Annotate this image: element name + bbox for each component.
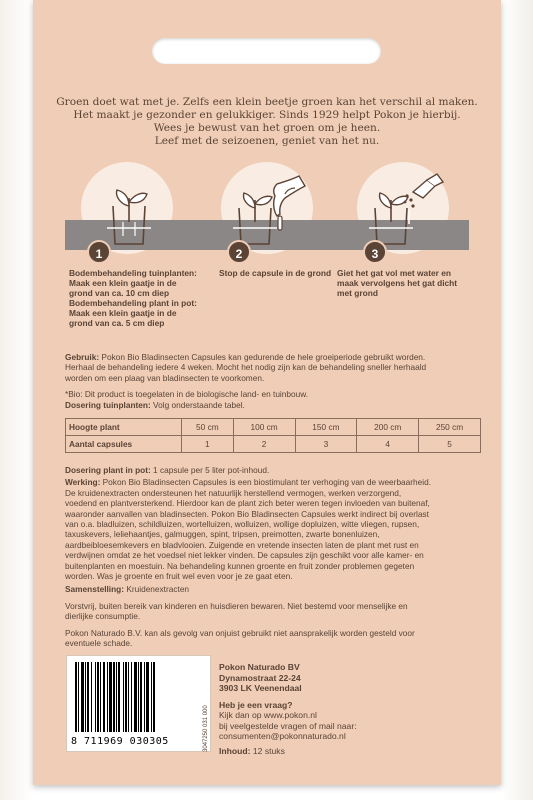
- dosing-pot-value: 1 capsule per 5 liter pot-inhoud.: [150, 465, 270, 475]
- usage-line: Herhaal de behandeling iedere 4 weken. Mocht het nodig zijn kan de behandeling sneller herhaald: [65, 362, 427, 373]
- details-section: [65, 465, 481, 649]
- question-line: bij veelgestelde vragen of mail naar:: [219, 720, 357, 731]
- watering-can-icon: [361, 164, 455, 252]
- effect-line: De kruidenextracten ondersteunen het natuurlijk herstellend vermogen, werken verzorgend,: [65, 487, 402, 498]
- step-line: Maak een klein gaatje in de: [69, 278, 177, 288]
- usage-section: [65, 352, 481, 410]
- barcode: [66, 655, 211, 752]
- dosing-pot-label: Dosering plant in pot:: [65, 465, 151, 475]
- hand-inserting-capsule-icon: [225, 164, 315, 252]
- dose-table: [65, 418, 481, 453]
- table-cell: 250 cm: [419, 419, 481, 436]
- step-line: Maak een klein gaatje in de: [69, 308, 177, 318]
- table-cell: 1: [182, 436, 234, 453]
- instruction-steps: [33, 162, 501, 328]
- intro-text: [53, 96, 481, 148]
- seed-packet-back: [33, 0, 501, 785]
- intro-line: Het maakt je gezonder en gelukkiger. Sinds 1929 helpt Pokon je hierbij.: [73, 109, 461, 121]
- effect-line: taxuskevers, leliehaantjes, galmuggen, spint, tripsen, preimotten, zwarte bonenluizen,: [65, 529, 380, 540]
- effect-line: buitenplanten en moestuin. Na behandeling kunnen groente en fruit zonder problemen gegeten: [65, 560, 415, 571]
- table-cell: 4: [357, 436, 419, 453]
- step-2-text: [219, 268, 331, 278]
- dosing-garden-label: Dosering tuinplanten:: [65, 399, 151, 410]
- step-line: grond van ca. 5 cm diep: [69, 318, 165, 328]
- company-street: Dynamostraat 22-24: [219, 672, 301, 683]
- effect-line: worden. Was je groente en fruit wel even voor je ze gaat eten.: [65, 571, 293, 582]
- step-1-text: [69, 268, 197, 328]
- question-title: Heb je een vraag?: [219, 699, 293, 710]
- table-cell: 3: [295, 436, 357, 453]
- step-1-number: 1: [87, 240, 111, 264]
- step-line: grond van ca. 10 cm diep: [69, 288, 170, 298]
- side-code: 3047250 031 000: [203, 705, 209, 752]
- contact-block: [219, 662, 489, 756]
- effect-line: verdwijnen omdat ze het voedsel niet lekker vinden. De capsules zijn geschikt voor alle kamer- en: [65, 550, 424, 561]
- step-line: met grond: [337, 288, 378, 298]
- barcode-bars: [75, 662, 204, 732]
- contents-label: Inhoud:: [219, 745, 251, 756]
- company-name: Pokon Naturado BV: [219, 662, 300, 672]
- email-address: consumenten@pokonnaturado.nl: [219, 731, 346, 741]
- question-line: Kijk dan op www.pokon.nl: [219, 710, 317, 720]
- step-2-number: 2: [227, 240, 251, 264]
- liability-line: eventuele schade.: [65, 638, 133, 649]
- table-cell: 200 cm: [357, 419, 419, 436]
- composition-value: Kruidenextracten: [124, 584, 190, 595]
- step-line: Bodembehandeling tuinplanten:: [69, 268, 197, 278]
- table-header-height: Hoogte plant: [66, 419, 182, 436]
- table-cell: 5: [419, 436, 481, 453]
- barcode-digits: 8 711969 030305: [71, 736, 169, 747]
- intro-line: Leef met de seizoenen, geniet van het nu.: [154, 135, 380, 147]
- effect-line: van o.a. bladluizen, schildluizen, wortelluizen, wolluizen, wollige dopluizen, witte vliegen, rupsen,: [65, 519, 420, 530]
- step-line: Stop de capsule in de grond: [219, 268, 332, 278]
- step-3-number: 3: [363, 240, 387, 264]
- effect-line: aardbeibloesemkevers en bladvlooien. Zuigende en vretende insecten laten de plant met rust en: [65, 539, 419, 550]
- warning-line: Vorstvrij, buiten bereik van kinderen en huisdieren bewaren. Niet bestemd voor menselijke en: [65, 600, 408, 611]
- table-row: [66, 436, 481, 453]
- company-city: 3903 LK Veenendaal: [219, 683, 302, 693]
- step-line: Giet het gat vol met water en: [337, 268, 452, 278]
- bio-note: *Bio: Dit product is toegelaten in de biologische land- en tuinbouw.: [65, 389, 309, 400]
- composition-label: Samenstelling:: [65, 584, 125, 595]
- effect-line: voedend en plantversterkend. Hierdoor kan de plant zich beter weren tegen invloeden van buitenaf,: [65, 498, 430, 509]
- table-cell: 2: [233, 436, 295, 453]
- table-cell: 100 cm: [233, 419, 295, 436]
- hang-hole: [152, 38, 381, 64]
- usage-line: Pokon Bio Bladinsecten Capsules kan gedurende de hele groeiperiode gebruikt worden.: [99, 352, 426, 362]
- table-cell: 150 cm: [295, 419, 357, 436]
- effect-line: waaronder aanvallen van bladinsecten. Pokon Bio Bladinsecten Capsules werkt indirect bij overlast: [65, 508, 429, 519]
- step-line: Bodembehandeling plant in pot:: [69, 298, 197, 308]
- step-3-text: [337, 268, 457, 298]
- table-row: [66, 419, 481, 436]
- usage-label: Gebruik:: [65, 352, 100, 362]
- effect-line: Pokon Bio Bladinsecten Capsules is een biostimulant ter verhoging van de weerbaarheid.: [100, 477, 432, 488]
- warning-line: dierlijke consumptie.: [65, 611, 141, 622]
- table-cell: 50 cm: [182, 419, 234, 436]
- effect-label: Werking:: [65, 477, 101, 488]
- intro-line: Groen doet wat met je. Zelfs een klein beetje groen kan het verschil al maken.: [56, 96, 478, 108]
- intro-line: Wees je bewust van het groen om je heen.: [153, 122, 381, 134]
- contents-value: 12 stuks: [250, 745, 285, 756]
- table-header-capsules: Aantal capsules: [66, 436, 182, 453]
- step-line: maak vervolgens het gat dicht: [337, 278, 458, 288]
- dosing-garden-value: Volg onderstaande tabel.: [150, 399, 245, 410]
- liability-line: Pokon Naturado B.V. kan als gevolg van onjuist gebruikt niet aansprakelijk worden gesteld voor: [65, 627, 415, 638]
- usage-line: worden om een plaag van bladinsecten te voorkomen.: [65, 372, 265, 383]
